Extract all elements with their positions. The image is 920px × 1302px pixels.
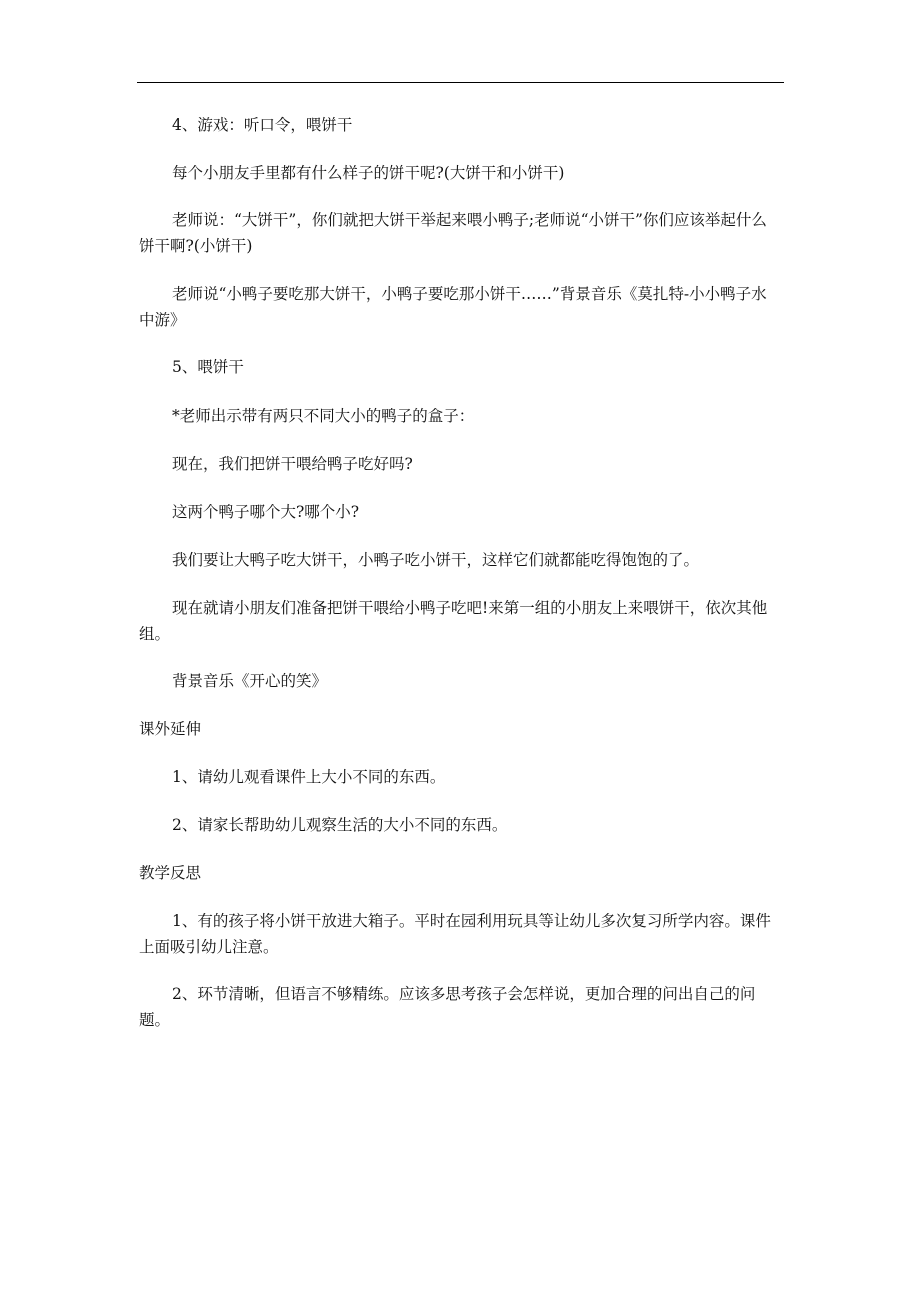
paragraph: 我们要让大鸭子吃大饼干，小鸭子吃小饼干，这样它们就都能吃得饱饱的了。 [172, 551, 700, 569]
paragraph: 现在就请小朋友们准备把饼干喂给小鸭子吃吧!来第一组的小朋友上来喂饼干，依次其他组。 [139, 599, 768, 643]
section-heading-extension: 课外延伸 [139, 720, 202, 738]
section-heading-reflection: 教学反思 [139, 864, 202, 882]
list-item: 1、请幼儿观看课件上大小不同的东西。 [172, 768, 446, 786]
paragraph: *老师出示带有两只不同大小的鸭子的盒子： [172, 407, 475, 425]
paragraph: 现在，我们把饼干喂给鸭子吃好吗? [172, 455, 413, 473]
step-5-heading: 5、喂饼干 [172, 358, 244, 376]
paragraph: 老师说：“大饼干”，你们就把大饼干举起来喂小鸭子;老师说“小饼干”你们应该举起什么饼干啊?(小饼干) [139, 211, 767, 255]
header-rule [137, 82, 784, 83]
paragraph: 老师说“小鸭子要吃那大饼干，小鸭子要吃那小饼干……”背景音乐《莫扎特-小小鸭子水中游》 [139, 285, 767, 329]
list-item: 2、环节清晰，但语言不够精练。应该多思考孩子会怎样说，更加合理的问出自己的问题。 [139, 985, 756, 1029]
list-item: 1、有的孩子将小饼干放进大箱子。平时在园利用玩具等让幼儿多次复习所学内容。课件上面吸引幼儿注意。 [139, 912, 771, 956]
step-4-heading: 4、游戏：听口令，喂饼干 [172, 116, 353, 134]
paragraph: 每个小朋友手里都有什么样子的饼干呢?(大饼干和小饼干) [172, 164, 565, 182]
list-item: 2、请家长帮助幼儿观察生活的大小不同的东西。 [172, 816, 508, 834]
paragraph: 这两个鸭子哪个大?哪个小? [172, 503, 360, 521]
paragraph: 背景音乐《开心的笑》 [172, 672, 328, 690]
